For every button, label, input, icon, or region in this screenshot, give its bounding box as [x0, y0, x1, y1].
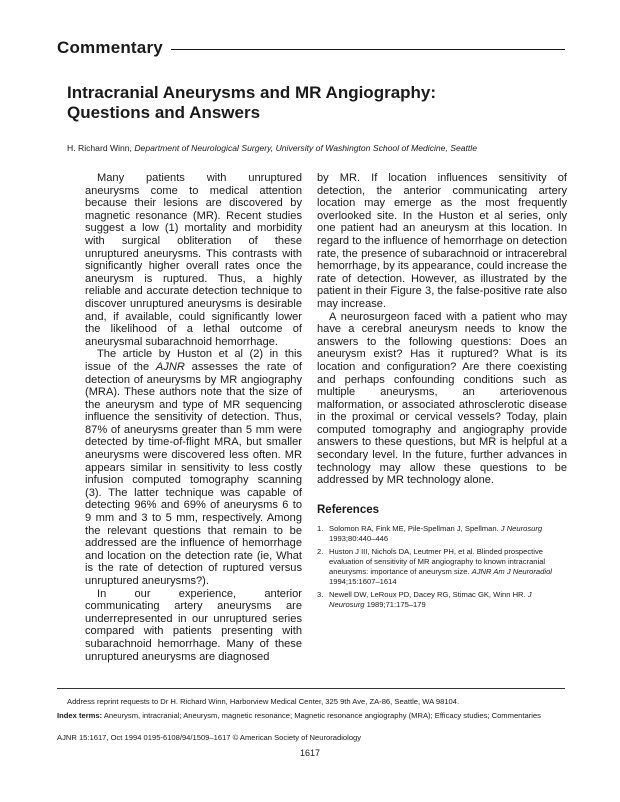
- reference-journal: J Neurosurg: [500, 524, 543, 534]
- paragraph-1: Many patients with unruptured aneurysms come to medical attention because their lesions are discovered by magnetic resonance (MR). Recent studies suggest a low (1) mortality and morbidity with surgical obliteration of these unruptured aneurysms. This contrasts with significantly higher overall rates once the aneurysm is ruptured. Thus, a highly reliable and accurate detection technique to discover unruptured aneurysms is desirable and, if available, could significantly lower the likelihood of a lethal outcome of aneurysmal subarachnoid hemorrhage.: [85, 172, 302, 348]
- paragraph-4: A neurosurgeon faced with a patient who may have a cerebral aneurysm needs to know the answers to the following questions: Does an aneurysm exist? Has it ruptured? What is its location and configuration? Are there coexisting and perhaps confounding conditions such as multiple aneurysms, an arteriovenous malformation, or associated athrosclerotic disease in the proximal or cervical vessels? Today, plain computed tomography and angiography provide answers to these questions, but MR is helpful at a secondary level. In the future, further advances in technology may allow these questions to be addressed by MR technology alone.: [317, 310, 567, 487]
- reference-item: [317, 590, 567, 610]
- journal-citation: AJNR 15:1617, Oct 1994 0195-6108/94/1509–1617 © American Society of Neuroradiology: [57, 733, 362, 742]
- index-terms: [57, 711, 572, 721]
- journal-name: AJNR: [155, 360, 185, 373]
- reprint-address: Address reprint requests to Dr H. Richard Winn, Harborview Medical Center, 325 9th Ave, ZA-86, Seattle, WA 98104.: [67, 697, 460, 706]
- article-title-line-2: Questions and Answers: [67, 103, 261, 122]
- section-title: Commentary: [57, 38, 163, 57]
- article-title-line-1: Intracranial Aneurysms and MR Angiography:: [67, 83, 437, 102]
- reference-volume: 1989;71:175–179: [364, 600, 426, 610]
- reference-volume: 1993;80:440–446: [329, 534, 389, 544]
- paragraph-3: In our experience, anterior communicating artery aneurysms are underrepresented in our unruptured series compared with patients presenting with subarachnoid hemorrhage. Many of these unruptured aneurysms are diagnosed: [85, 587, 302, 663]
- article-title: [67, 83, 527, 123]
- right-column: [317, 172, 567, 613]
- reference-text: [329, 524, 567, 544]
- paragraph-3-continued: by MR. If location influences sensitivity of detection, the anterior communicating artery location may emerge as the most frequently overlooked site. In the Huston et al series, only one patient had an aneurysm at this location. In regard to the influence of hemorrhage on detection rate, the presence of subarachnoid or intracerebral hemorrhage, by its appearance, could increase the rate of detection. However, as illustrated by the patient in their Figure 3, the false-positive rate also may increase.: [317, 172, 567, 310]
- paragraph-2-end: assesses the rate of detection of aneurysms by MR angiography (MRA). These authors note that the size of the aneurysm and type of MR sequencing influence the sensitivity of detection. Thus, 87% of aneurysms greater than 5 mm were detected by time-of-flight MRA, but smaller aneurysms were discovered less often. MR appears similar in sensitivity to less costly infusion computed tomography scanning (3). The latter technique was capable of detecting 96% and 69% of aneurysms 6 to 9 mm and 3 to 5 mm, respectively. Among the relevant questions that remain to be addressed are the influence of hemorrhage and location on the detection rate (ie, What is the rate of detection of ruptured versus unruptured aneurysms?).: [85, 360, 302, 587]
- reference-item: [317, 547, 567, 587]
- reference-journal: J Neurosurg: [329, 590, 532, 610]
- byline: [67, 143, 567, 153]
- index-terms-label: Index terms:: [57, 711, 103, 720]
- index-terms-list: Aneurysm, intracranial; Aneurysm, magnetic resonance; Magnetic resonance angiography (MRA); Efficacy studies; Commentaries: [102, 711, 541, 720]
- reference-authors: Newell DW, LeRoux PD, Dacey RG, Stimac GK, Winn HR.: [329, 590, 528, 600]
- reference-number: 1.: [317, 524, 324, 534]
- paragraph-2: [85, 348, 302, 587]
- reference-journal: AJNR Am J Neuroradiol: [471, 567, 552, 577]
- page-number: 1617: [299, 748, 321, 758]
- author-name: H. Richard Winn,: [67, 143, 132, 153]
- reference-item: [317, 524, 567, 544]
- reference-text: [329, 590, 567, 610]
- reference-authors: Huston J III, Nichols DA, Leutmer PH, et al. Blinded prospective evaluation of sensitivity of MR angiography to known intracranial aneurysms: importance of aneurysm size.: [329, 547, 546, 577]
- reference-text: [329, 547, 567, 587]
- footnote-divider: [57, 688, 565, 689]
- section-rule: [171, 49, 565, 50]
- reference-volume: 1994;15:1607–1614: [329, 577, 397, 587]
- reference-authors: Solomon RA, Fink ME, Pile-Spellman J, Spellman.: [329, 524, 501, 534]
- references-heading: References: [317, 503, 380, 516]
- left-column: [85, 172, 302, 663]
- paragraph-2-start: The article by Huston et al (2) in this issue of the: [85, 348, 302, 373]
- author-affiliation: Department of Neurological Surgery, University of Washington School of Medicine, Seattle: [134, 143, 477, 153]
- reference-number: 3.: [317, 590, 324, 600]
- reference-number: 2.: [317, 547, 324, 557]
- section-header: [57, 38, 565, 58]
- reference-list: [317, 524, 567, 610]
